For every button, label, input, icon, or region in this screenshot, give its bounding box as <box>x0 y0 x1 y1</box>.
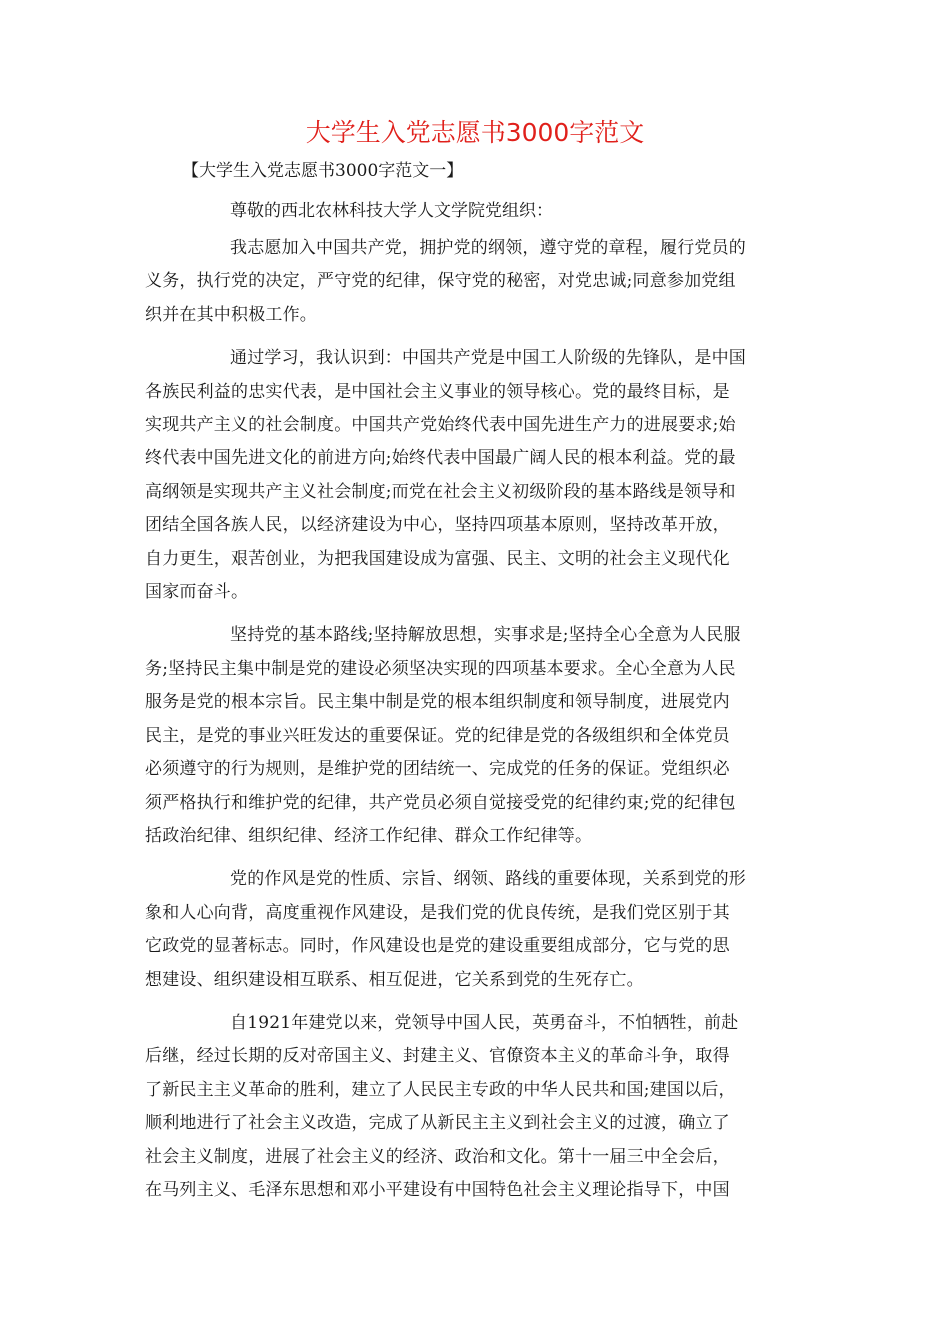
paragraph-1 <box>145 232 811 332</box>
text-line: 务;坚持民主集中制是党的建设必须坚决实现的四项基本要求。全心全意为人民 <box>145 658 736 679</box>
text-line: 它政党的显著标志。同时，作风建设也是党的建设重要组成部分，它与党的思 <box>145 936 730 957</box>
salutation: 尊敬的西北农林科技大学人文学院党组织： <box>230 201 553 221</box>
text-line: 须严格执行和维护党的纪律，共产党员必须自觉接受党的纪律约束;党的纪律包 <box>145 792 736 813</box>
text-line: 国家而奋斗。 <box>145 582 249 603</box>
text-line: 义务，执行党的决定，严守党的纪律，保守党的秘密，对党忠诚;同意参加党组 <box>145 271 736 292</box>
text-line: 终代表中国先进文化的前进方向;始终代表中国最广阔人民的根本利益。党的最 <box>145 448 736 469</box>
text-line: 坚持党的基本路线;坚持解放思想，实事求是;坚持全心全意为人民服 <box>230 625 741 646</box>
text-line: 自力更生，艰苦创业，为把我国建设成为富强、民主、文明的社会主义现代化 <box>145 548 730 569</box>
text-line: 织并在其中积极工作。 <box>145 304 317 325</box>
text-line: 党的作风是党的性质、宗旨、纲领、路线的重要体现，关系到党的形 <box>230 869 746 890</box>
paragraph-3 <box>145 619 811 853</box>
text-line: 团结全国各族人民，以经济建设为中心，坚持四项基本原则，坚持改革开放， <box>145 515 730 536</box>
text-line: 我志愿加入中国共产党，拥护党的纲领，遵守党的章程，履行党员的 <box>230 238 746 258</box>
text-line: 通过学习，我认识到：中国共产党是中国工人阶级的先锋队，是中国 <box>230 348 746 369</box>
text-line: 实现共产主义的社会制度。中国共产党始终代表中国先进生产力的进展要求;始 <box>145 415 736 436</box>
text-line: 后继，经过长期的反对帝国主义、封建主义、官僚资本主义的革命斗争，取得 <box>145 1046 730 1067</box>
paragraph-5 <box>145 1007 811 1207</box>
text-line: 象和人心向背，高度重视作风建设，是我们党的优良传统，是我们党区别于其 <box>145 902 730 923</box>
text-line: 民主，是党的事业兴旺发达的重要保证。党的纪律是党的各级组织和全体党员 <box>145 725 730 746</box>
text-line: 了新民主主义革命的胜利，建立了人民民主专政的中华人民共和国;建国以后， <box>145 1079 736 1100</box>
document-title: 大学生入党志愿书3000字范文 <box>305 118 645 147</box>
text-line: 在马列主义、毛泽东思想和邓小平建设有中国特色社会主义理论指导下，中国 <box>145 1179 730 1200</box>
paragraph-2 <box>145 342 811 609</box>
section-heading: 【大学生入党志愿书3000字范文一】 <box>182 161 464 181</box>
text-line: 社会主义制度，进展了社会主义的经济、政治和文化。第十一届三中全会后， <box>145 1146 730 1167</box>
text-line: 括政治纪律、组织纪律、经济工作纪律、群众工作纪律等。 <box>145 825 593 846</box>
document-body <box>145 232 811 1217</box>
text-line: 各族民利益的忠实代表，是中国社会主义事业的领导核心。党的最终目标，是 <box>145 381 730 402</box>
text-line: 必须遵守的行为规则，是维护党的团结统一、完成党的任务的保证。党组织必 <box>145 759 730 780</box>
text-line: 高纲领是实现共产主义社会制度;而党在社会主义初级阶段的基本路线是领导和 <box>145 481 736 502</box>
text-line: 顺利地进行了社会主义改造，完成了从新民主主义到社会主义的过渡，确立了 <box>145 1113 730 1134</box>
text-line: 想建设、组织建设相互联系、相互促进，它关系到党的生死存亡。 <box>145 969 644 990</box>
text-line: 自1921年建党以来，党领导中国人民，英勇奋斗，不怕牺牲，前赴 <box>230 1012 739 1033</box>
paragraph-4 <box>145 863 811 997</box>
text-line: 服务是党的根本宗旨。民主集中制是党的根本组织制度和领导制度，进展党内 <box>145 692 730 713</box>
